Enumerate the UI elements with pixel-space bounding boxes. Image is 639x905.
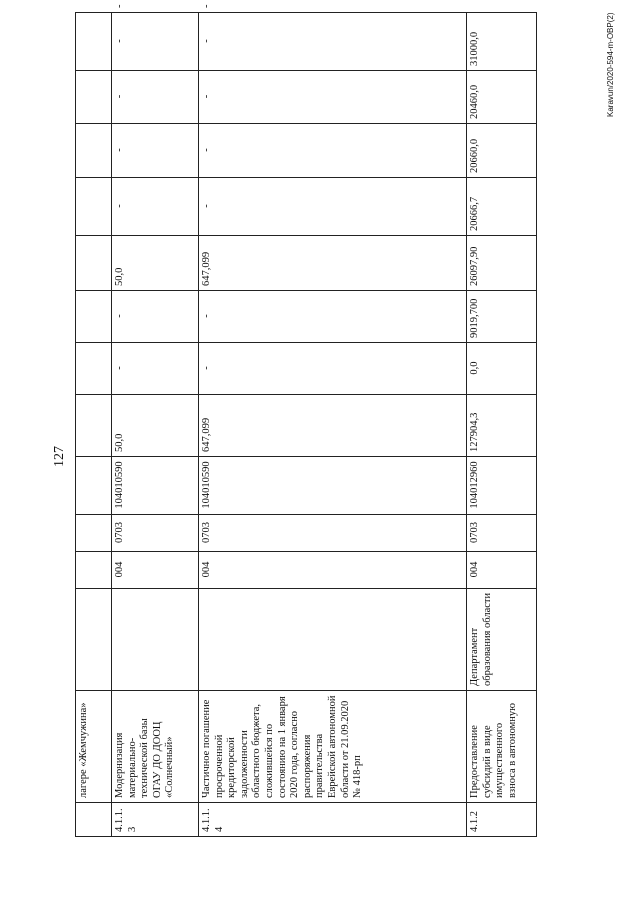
row-2022: 20460,0 (467, 71, 537, 124)
row-grbs: 004 (112, 552, 199, 589)
row-2023: - (199, 13, 467, 71)
row-total: 127904,3 (467, 395, 537, 457)
table-row (467, 13, 537, 837)
row-csr (76, 457, 112, 515)
row-2020 (76, 178, 112, 236)
row-2018: 9019,700 (467, 291, 537, 343)
row-name: лагере «Жемчужина» (76, 691, 112, 803)
row-2020: - (112, 178, 199, 236)
page-number: 127 (52, 446, 67, 467)
row-2018: - (199, 291, 467, 343)
row-grbs (76, 552, 112, 589)
row-2019: 26097,90 (467, 236, 537, 291)
row-2017: 0,0 (467, 343, 537, 395)
row-2022: - (112, 71, 199, 124)
row-2020: 20666,7 (467, 178, 537, 236)
row-2021 (76, 124, 112, 178)
row-total: 50,0 (112, 395, 199, 457)
row-code (76, 803, 112, 837)
row-2019: 647,099 (199, 236, 467, 291)
row-2018 (76, 291, 112, 343)
row-grbs: 004 (199, 552, 467, 589)
row-code: 4.1.1.4 (199, 803, 467, 837)
row-rzpr: 0703 (112, 515, 199, 552)
row-2017 (76, 343, 112, 395)
row-total: 647,099 (199, 395, 467, 457)
row-name: Модернизация материально-технической базы ОГАУ ДО ДООЦ «Солнечный» (112, 691, 199, 803)
document-footer-code: Karavun/2020-594-m-OBP(2) (606, 12, 615, 117)
row-csr: 104012960 (467, 457, 537, 515)
row-2019: 50,0 (112, 236, 199, 291)
row-2017: - (199, 343, 467, 395)
row-2021: - (112, 124, 199, 178)
row-name: Частичное погашение просроченной кредиторской задолженности областного бюджета, сложившейся по состоянию на 1 января 2020 года, согласно распоряжения правительства Еврейской автономной области от 21.09.2020 № 418-рп (199, 691, 467, 803)
row-name: Предоставление субсидий в виде имущественного взноса в автономную (467, 691, 537, 803)
row-grbs: 004 (467, 552, 537, 589)
row-2020: - (199, 178, 467, 236)
row-executor (76, 589, 112, 691)
row-csr: 104010590 (199, 457, 467, 515)
row-2021: - (199, 124, 467, 178)
row-2018: - (112, 291, 199, 343)
table-row: 4.1.1.4 Частичное погашение просроченной кредиторской задолженности областного бюджета, сложившейся по состоянию на 1 января 2020 года, согласно распоряжения правительства Еврейской автономной области от 21.09.2020 № 418-рп 004 0703 104010590 647,099 - - 647,099 - - - - - (199, 13, 467, 837)
row-2023 (76, 13, 112, 71)
row-code: 4.1.1.3 (112, 803, 199, 837)
row-total (76, 395, 112, 457)
row-executor (112, 589, 199, 691)
row-2022: - (199, 71, 467, 124)
row-executor (199, 589, 467, 691)
row-2017: - (112, 343, 199, 395)
row-2023: - (112, 13, 199, 71)
row-executor: Департамент образования области (467, 589, 537, 691)
table-row: 4.1.1.3 Модернизация материально-технической базы ОГАУ ДО ДООЦ «Солнечный» 004 0703 104010590 50,0 - - 50,0 - - - - - (112, 13, 199, 837)
table-row (76, 13, 112, 837)
row-2019 (76, 236, 112, 291)
row-2021: 20660,0 (467, 124, 537, 178)
row-2023: 31000,0 (467, 13, 537, 71)
row-csr: 104010590 (112, 457, 199, 515)
program-activities-table (75, 4, 537, 837)
row-code: 4.1.2 (467, 803, 537, 837)
row-rzpr: 0703 (467, 515, 537, 552)
row-rzpr (76, 515, 112, 552)
row-2022 (76, 71, 112, 124)
row-rzpr: 0703 (199, 515, 467, 552)
